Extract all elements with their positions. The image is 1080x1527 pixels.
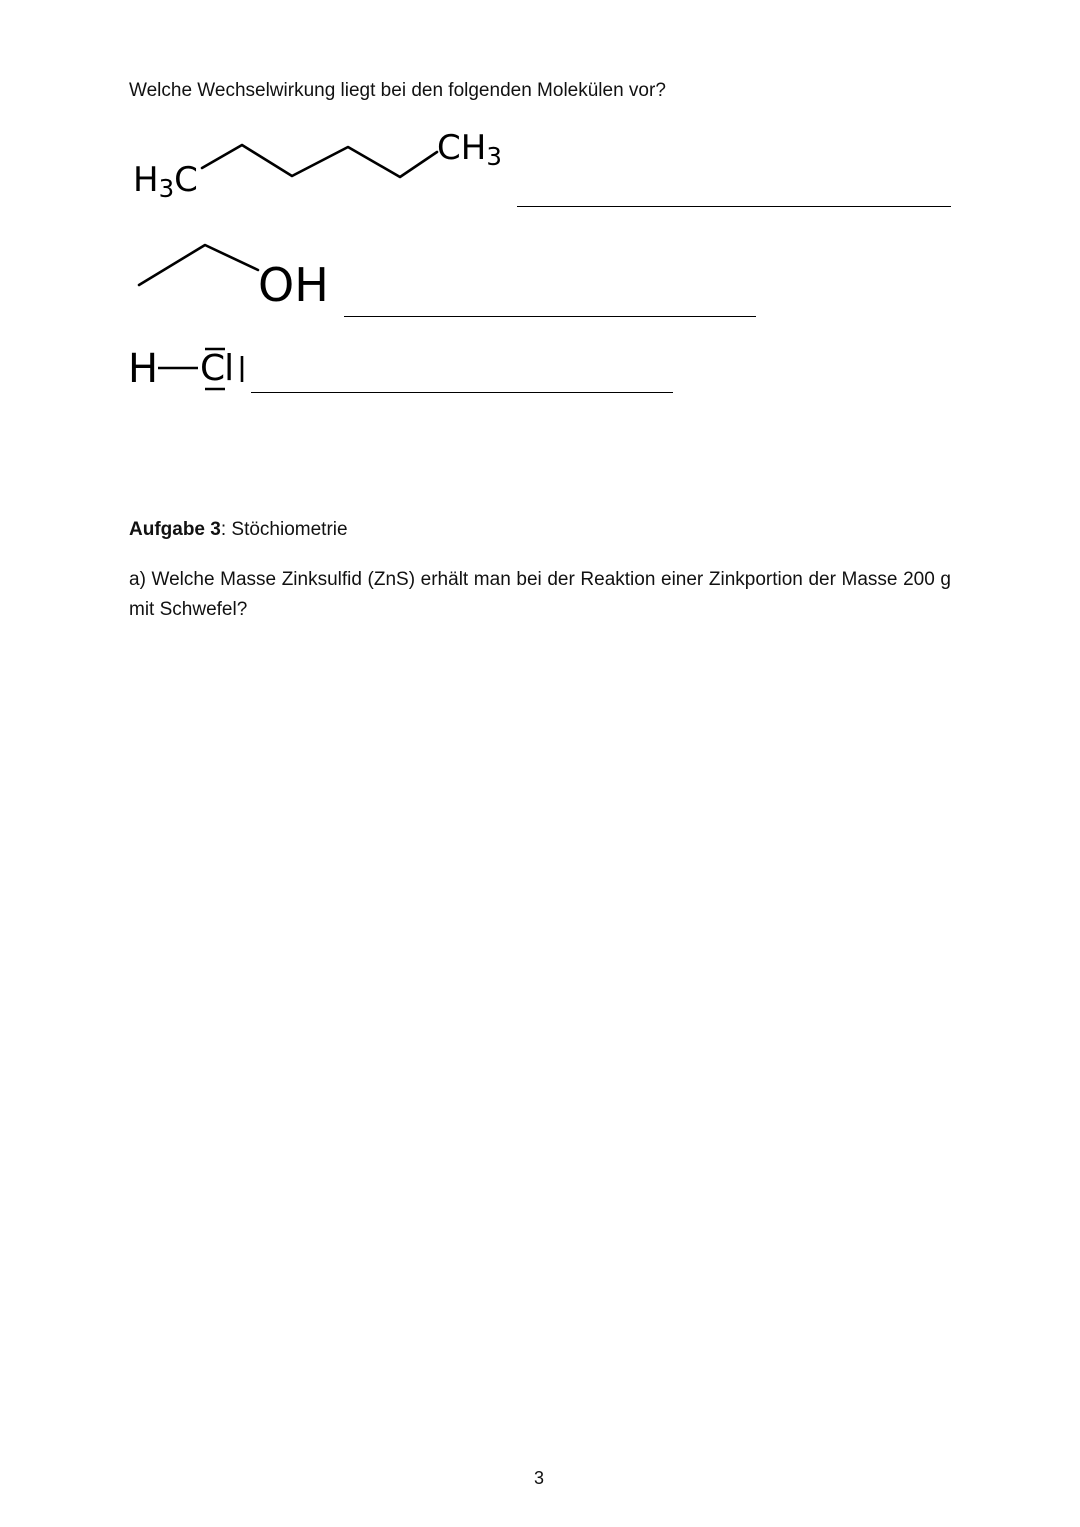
- answer-line-2[interactable]: [344, 316, 756, 317]
- task-question-text: a) Welche Masse Zinksulfid (ZnS) erhält man bei der Reaktion einer Zinkportion der Masse 200 g mit Schwefel?: [129, 569, 951, 620]
- answer-line-1[interactable]: [517, 206, 951, 207]
- hcl-h-label: H: [128, 346, 159, 392]
- answer-line-3[interactable]: [251, 392, 673, 393]
- ethanol-oh-label: OH: [258, 258, 329, 312]
- page-number: 3: [534, 1468, 545, 1488]
- task-heading-rest: : Stöchiometrie: [220, 519, 348, 540]
- task-heading-bold: Aufgabe 3: [129, 519, 221, 540]
- question-text: Welche Wechselwirkung liegt bei den folgenden Molekülen vor?: [129, 80, 666, 101]
- task-heading: [129, 515, 348, 545]
- pentane-right-label: $CH_3$: [437, 128, 502, 172]
- ethanol-chain-bonds: [139, 245, 258, 285]
- pentane-left-label: $H_3C$: [133, 160, 198, 204]
- pentane-chain-bonds: [202, 145, 437, 177]
- hcl-cl-label: Cl: [200, 348, 234, 389]
